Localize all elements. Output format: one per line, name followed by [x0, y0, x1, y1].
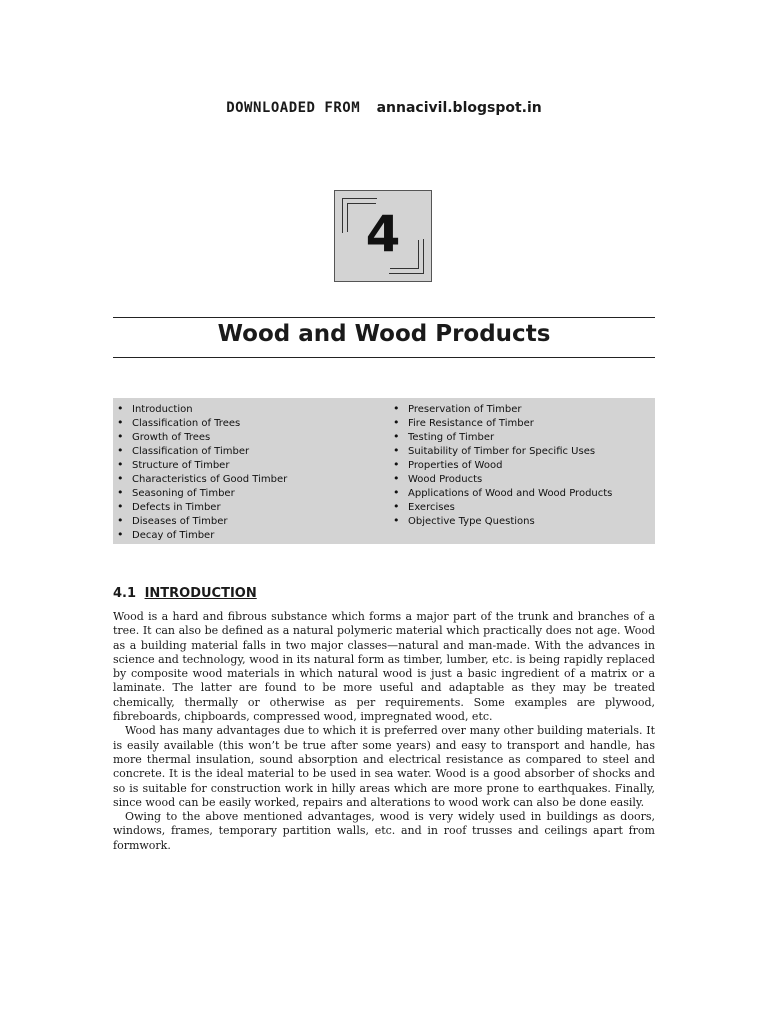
- contents-item: • Properties of Wood: [393, 458, 612, 472]
- contents-item: • Diseases of Timber: [117, 514, 287, 528]
- downloaded-from-label: DOWNLOADED FROM: [226, 100, 361, 116]
- contents-item: • Testing of Timber: [393, 430, 612, 444]
- chapter-number-box: [334, 190, 432, 282]
- section-title: INTRODUCTION: [144, 586, 257, 601]
- chapter-number: 4: [365, 205, 401, 263]
- contents-item: • Preservation of Timber: [393, 402, 612, 416]
- chapter-title: Wood and Wood Products: [217, 321, 551, 347]
- section-heading: [113, 586, 257, 601]
- contents-item: • Wood Products: [393, 472, 612, 486]
- contents-item: • Seasoning of Timber: [117, 486, 287, 500]
- contents-list-left: [117, 402, 287, 542]
- contents-item: • Objective Type Questions: [393, 514, 612, 528]
- contents-item: • Decay of Timber: [117, 528, 287, 542]
- contents-item: • Applications of Wood and Wood Products: [393, 486, 612, 500]
- download-source-header: [0, 100, 768, 116]
- body-paragraph: Owing to the above mentioned advantages, wood is very widely used in buildings as doors, windows, frames, temporary partition walls, etc. and in roof trusses and ceilings apart from formwork.: [113, 810, 655, 852]
- contents-item: • Classification of Trees: [117, 416, 287, 430]
- contents-list-right: [393, 402, 612, 528]
- contents-item: • Exercises: [393, 500, 612, 514]
- title-rule-top: [113, 317, 655, 318]
- body-paragraph: Wood is a hard and fibrous substance which forms a major part of the trunk and branches of a tree. It can also be defined as a natural polymeric material which practically does not age. Wood as a building material falls in two major classes—natural and man-made. With the advances in science and technology, wood in its natural form as timber, lumber, etc. is being rapidly replaced by composite wood materials in which natural wood is just a basic ingredient of a matrix or a laminate. The latter are found to be more useful and adaptable as they may be treated chemically, thermally or otherwise as per requirements. Some examples are plywood, fibreboards, chipboards, compressed wood, impregnated wood, etc.: [113, 610, 655, 724]
- contents-item: • Structure of Timber: [117, 458, 287, 472]
- section-number: 4.1: [113, 586, 137, 601]
- contents-item: • Fire Resistance of Timber: [393, 416, 612, 430]
- source-site-label: annacivil.blogspot.in: [376, 100, 542, 116]
- contents-item: • Introduction: [117, 402, 287, 416]
- body-paragraph: Wood has many advantages due to which it is preferred over many other building materials. It is easily available (this won’t be true after some years) and easy to transport and handle, has more thermal insulation, sound absorption and electrical resistance as compared to steel and concrete. It is the ideal material to be used in sea water. Wood is a good absorber of shocks and so is suitable for construction work in hilly areas which are more prone to earthquakes. Finally, since wood can be easily worked, repairs and alterations to wood work can also be done easily.: [113, 724, 655, 809]
- section-body: [113, 610, 655, 853]
- contents-item: • Classification of Timber: [117, 444, 287, 458]
- contents-item: • Suitability of Timber for Specific Uses: [393, 444, 612, 458]
- contents-item: • Growth of Trees: [117, 430, 287, 444]
- contents-item: • Characteristics of Good Timber: [117, 472, 287, 486]
- contents-item: • Defects in Timber: [117, 500, 287, 514]
- title-rule-bottom: [113, 357, 655, 358]
- chapter-contents-box: [113, 398, 655, 544]
